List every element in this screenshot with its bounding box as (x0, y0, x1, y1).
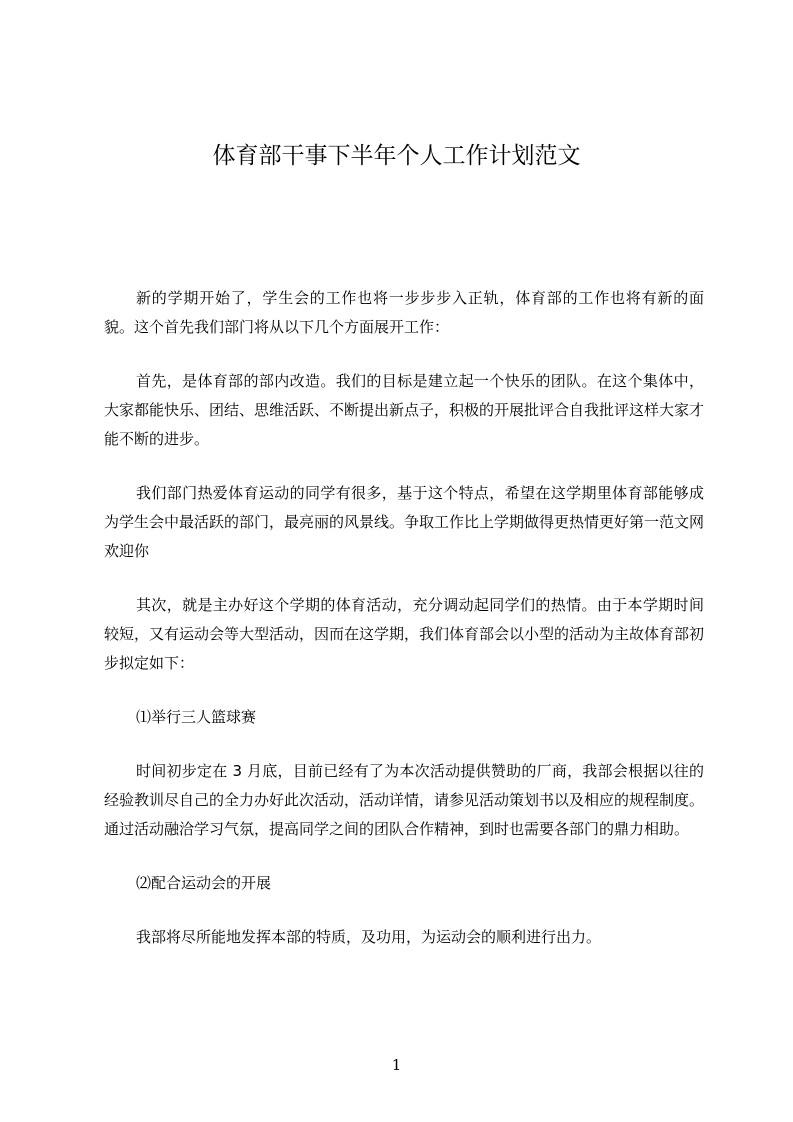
list-item-basketball: ⑴举行三人篮球赛 (136, 708, 257, 726)
paragraph-sports-meet-details: 我部将尽所能地发挥本部的特质，及功用，为运动会的顺利进行出力。 (136, 928, 602, 946)
page-number: 1 (391, 1056, 402, 1074)
paragraph-first-point: 首先，是体育部的部内改造。我们的目标是建立起一个快乐的团队。在这个集体中，大家都能快乐、团结、思维活跃、不断提出新点子，积极的开展批评合自我批评这样大家才能不断的进步。 (104, 372, 705, 448)
paragraph-department-goal: 我们部门热爱体育运动的同学有很多，基于这个特点，希望在这学期里体育部能够成为学生会中最活跃的部门，最亮丽的风景线。争取工作比上学期做得更热情更好第一范文网欢迎你 (104, 484, 705, 560)
list-item-sports-meet: ⑵配合运动会的开展 (136, 874, 272, 892)
paragraph-intro: 新的学期开始了，学生会的工作也将一步步步入正轨，体育部的工作也将有新的面貌。这个首先我们部门将从以下几个方面展开工作： (104, 289, 704, 336)
document-body (104, 284, 704, 977)
paragraph-second-point: 其次，就是主办好这个学期的体育活动，充分调动起同学们的热情。由于本学期时间较短，又有运动会等大型活动，因而在这学期，我们体育部会以小型的活动为主故体育部初步拟定如下： (104, 596, 705, 672)
paragraph-basketball-details: 时间初步定在 3 月底，目前已经有了为本次活动提供赞助的厂商，我部会根据以往的经验教训尽自己的全力办好此次活动，活动详情，请参见活动策划书以及相应的规程制度。通过活动融洽学习气氛，提高同学之间的团队合作精神，到时也需要各部门的鼎力相助。 (104, 762, 705, 838)
document-title: 体育部干事下半年个人工作计划范文 (212, 143, 581, 169)
